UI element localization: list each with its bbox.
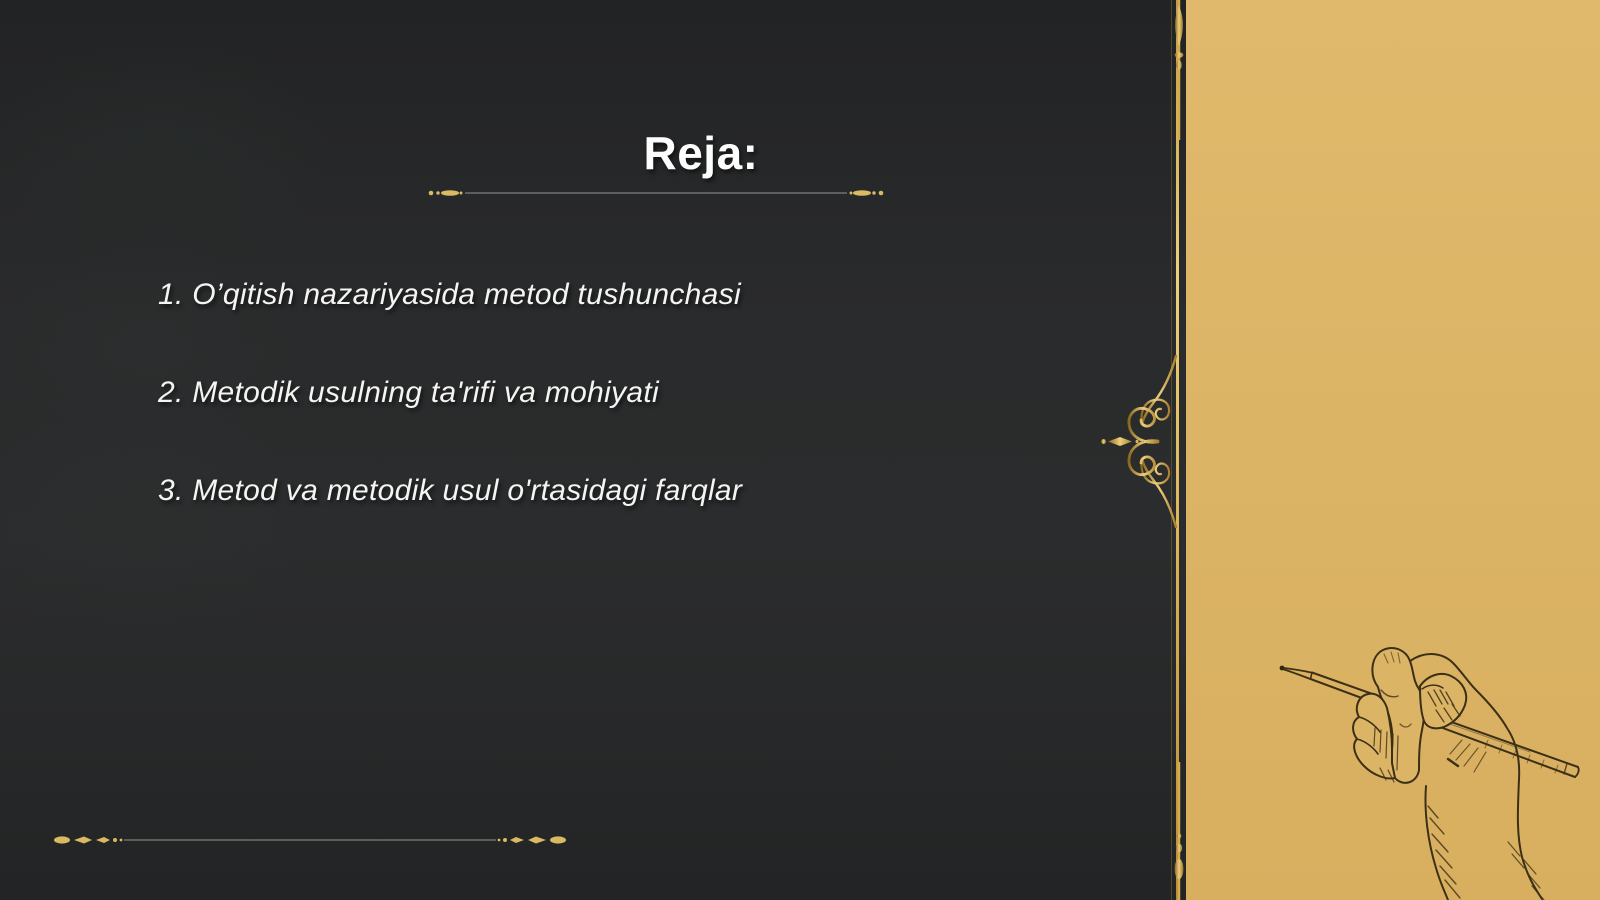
hand-holding-pen-illustration <box>1240 628 1600 900</box>
plan-item-1: 1. O’qitish nazariyasida metod tushunchasi <box>158 278 741 311</box>
bottom-divider-ornament-icon <box>52 832 568 848</box>
slide-title: Reja: <box>643 127 759 179</box>
plan-item-3: 3. Metod va metodik usul o'rtasidagi farqlar <box>158 474 743 507</box>
plan-item-2: 2. Metodik usulning ta'rifi va mohiyati <box>158 376 659 409</box>
